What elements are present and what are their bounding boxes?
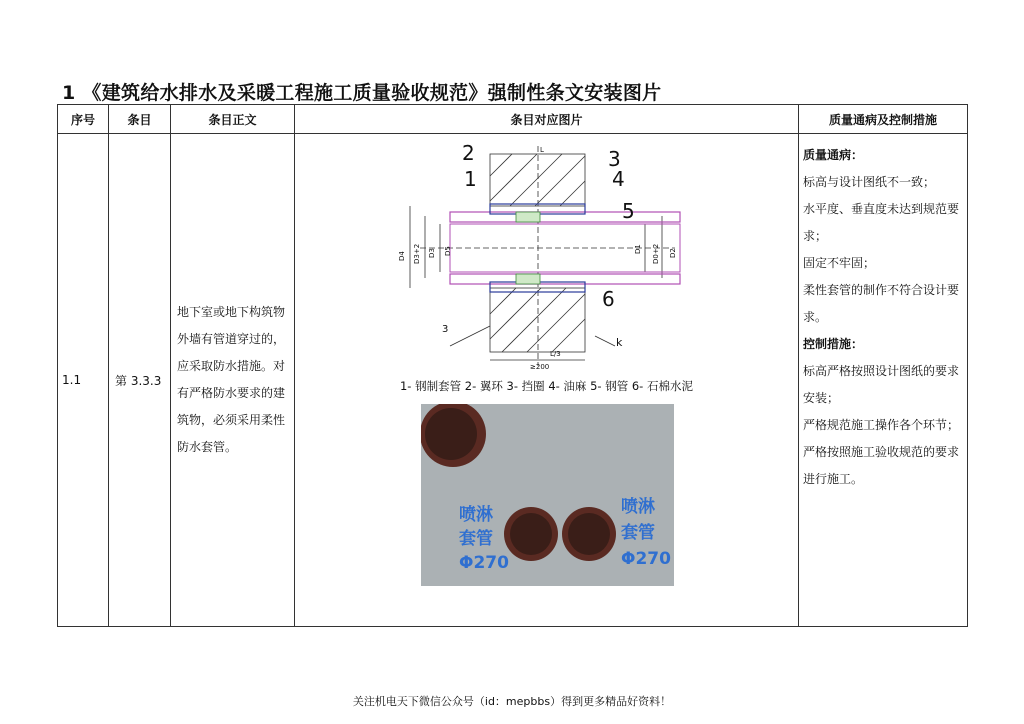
dim-d0-plus-2: D0+2	[652, 243, 660, 264]
dim-l: L	[540, 146, 544, 154]
control-item: 严格按照施工验收规范的要求进行施工。	[803, 445, 960, 486]
row-article: 第 3.3.3	[109, 134, 171, 627]
table-row	[58, 134, 968, 627]
row-number: 1.1	[58, 134, 109, 627]
dim-d1: D1	[634, 244, 642, 254]
issue-item: 柔性套管的制作不符合设计要求。	[803, 283, 960, 324]
casing-pipe-diagram	[390, 136, 690, 371]
header-article: 条目	[109, 105, 171, 134]
photo-label-casing-right: 套管	[621, 523, 655, 543]
photo-label-spray-left: 喷淋	[459, 505, 493, 525]
dim-l-third: L/3	[550, 350, 561, 358]
photo-label-spray-right: 喷淋	[621, 497, 655, 517]
dim-d3: D3	[428, 248, 436, 258]
control-item: 标高严格按照设计图纸的要求安装；	[803, 364, 960, 405]
dim-d4: D4	[398, 251, 406, 261]
footer-note: 关注机电天下微信公众号（id：mepbbs）得到更多精品好资料！	[352, 695, 672, 708]
row-picture-cell	[295, 134, 799, 627]
diagram-number-1: 1	[464, 167, 477, 191]
control-heading: 控制措施：	[803, 337, 864, 351]
photo-label-size-right: Φ270	[621, 549, 671, 569]
page-title: 1 《建筑给水排水及采暖工程施工质量验收规范》强制性条文安装图片	[62, 82, 662, 104]
photo-label-size-left: Φ270	[459, 553, 509, 573]
diagram-number-4: 4	[612, 167, 625, 191]
issue-item: 固定不牢固；	[803, 256, 876, 270]
table-header-row	[58, 105, 968, 134]
issue-item: 标高与设计图纸不一致；	[803, 175, 936, 189]
diagram-number-3: 3	[608, 147, 621, 171]
diagram-number-2: 2	[462, 141, 475, 165]
casing-photo	[421, 404, 674, 586]
diagram-number-6: 6	[602, 287, 615, 311]
diagram-caption: 1- 钢制套管 2- 翼环 3- 挡圈 4- 油麻 5- 钢管 6- 石棉水泥	[399, 379, 693, 393]
header-clause: 条目正文	[171, 105, 295, 134]
photo-label-casing-left: 套管	[459, 529, 493, 549]
section-mark-k: k	[616, 336, 623, 349]
dim-d2: D2	[669, 248, 677, 258]
dim-d3-plus-2: D3+2	[413, 243, 421, 264]
regulation-table	[57, 104, 968, 627]
issue-item: 水平度、垂直度未达到规范要求；	[803, 202, 960, 243]
row-measures	[799, 134, 968, 627]
control-item: 严格规范施工操作各个环节；	[803, 418, 960, 432]
header-measures: 质量通病及控制措施	[799, 105, 968, 134]
row-clause: 地下室或地下构筑物外墙有管道穿过的，应采取防水措施。对有严格防水要求的建筑物，必须采用柔性防水套管。	[171, 134, 295, 627]
header-picture: 条目对应图片	[295, 105, 799, 134]
dim-min-200: ≥200	[530, 363, 550, 371]
header-number: 序号	[58, 105, 109, 134]
diagram-number-5: 5	[622, 199, 635, 223]
section-mark-3: 3	[442, 324, 449, 335]
dim-d5: D5	[444, 246, 452, 256]
issues-heading: 质量通病：	[803, 148, 864, 162]
